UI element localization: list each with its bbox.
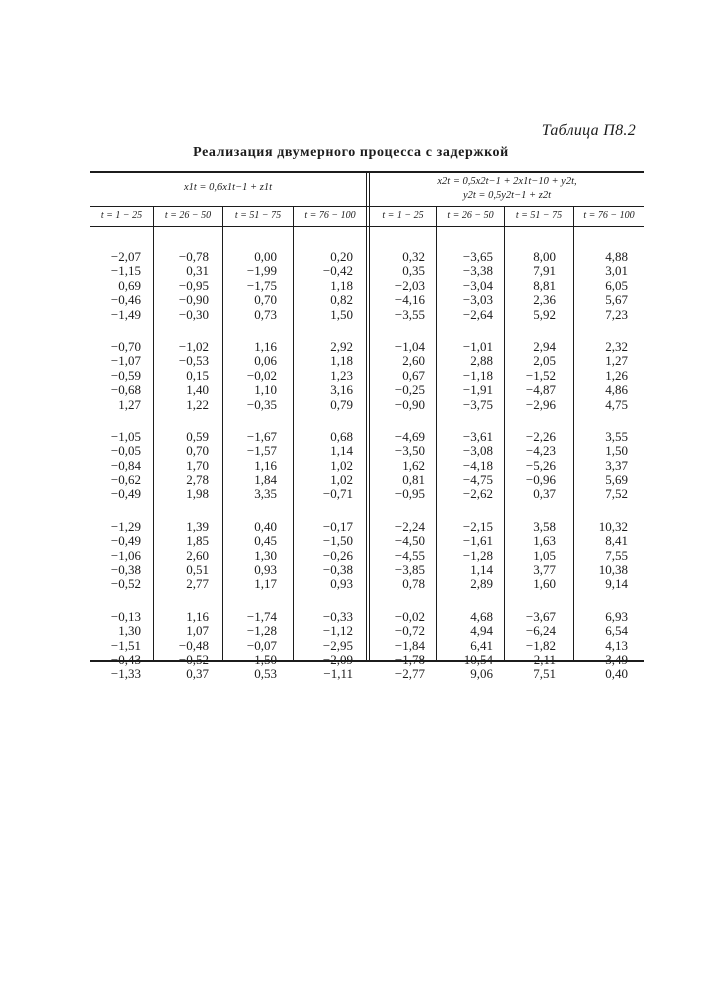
table-cell: −0,42 bbox=[322, 263, 353, 279]
row-group bbox=[290, 610, 353, 682]
table-cell: 1,84 bbox=[254, 472, 277, 488]
table-cell: 0,35 bbox=[402, 263, 425, 279]
table-cell: −2,07 bbox=[110, 249, 141, 264]
table-cell: 2,32 bbox=[605, 338, 628, 354]
table-cell: 1,02 bbox=[330, 472, 353, 488]
table-cell: 0,15 bbox=[186, 367, 209, 383]
row-group bbox=[220, 610, 277, 682]
row-group bbox=[365, 520, 425, 592]
table-cell: 1,18 bbox=[330, 353, 353, 369]
x-column-header: t = 51 − 75 bbox=[234, 210, 282, 221]
table-cell: −2,03 bbox=[394, 277, 425, 293]
y-process-formula-line1: x2t = 0,5x2t−1 + 2x1t−10 + y2t, bbox=[437, 176, 577, 187]
table-cell: 4,86 bbox=[605, 382, 628, 398]
table-cell: −3,75 bbox=[462, 396, 493, 412]
table-cell: 7,91 bbox=[533, 263, 556, 279]
table-cell: −3,08 bbox=[462, 443, 493, 459]
table-cell: 2,78 bbox=[186, 472, 209, 488]
table-cell: 0,79 bbox=[330, 396, 353, 412]
table-cell: −1,05 bbox=[110, 428, 141, 444]
table-cell: −1,15 bbox=[110, 263, 141, 279]
table-cell: 4,88 bbox=[605, 249, 628, 264]
table-cell: 0,70 bbox=[254, 292, 277, 308]
table-cell: −0,90 bbox=[178, 292, 209, 308]
table-cell: 7,55 bbox=[605, 547, 628, 563]
table-cell: 1,39 bbox=[186, 518, 209, 534]
table-cell: −3,38 bbox=[462, 263, 493, 279]
table-cell: −0,96 bbox=[525, 472, 556, 488]
table-cell: 3,58 bbox=[533, 518, 556, 534]
table-cell: 10,38 bbox=[598, 562, 628, 578]
table-cell: 3,55 bbox=[605, 428, 628, 444]
table-cell: 1,30 bbox=[254, 547, 277, 563]
table-cell: −2,62 bbox=[462, 486, 493, 502]
table-cell: −0,71 bbox=[322, 486, 353, 502]
y-column-header: t = 51 − 75 bbox=[515, 210, 563, 221]
table-cell: −4,55 bbox=[394, 547, 425, 563]
table-cell: 0,00 bbox=[254, 249, 277, 264]
table-cell: 3,16 bbox=[330, 382, 353, 398]
table-cell: −1,51 bbox=[110, 637, 141, 653]
table-cell: −4,50 bbox=[394, 533, 425, 549]
table-cell: −2,77 bbox=[394, 666, 425, 682]
table-cell: 2,92 bbox=[330, 338, 353, 354]
table-cell: 0,32 bbox=[402, 249, 425, 264]
table-cell: 0,59 bbox=[186, 428, 209, 444]
table-cell: −5,26 bbox=[525, 457, 556, 473]
table-cell: −0,07 bbox=[246, 637, 277, 653]
row-group bbox=[570, 340, 628, 412]
table-cell: 0,37 bbox=[533, 486, 556, 502]
table-cell: 0,31 bbox=[186, 263, 209, 279]
table-cell: −2,64 bbox=[462, 306, 493, 322]
table-cell: 5,67 bbox=[605, 292, 628, 308]
table-cell: 0,40 bbox=[605, 666, 628, 682]
table-cell: −4,69 bbox=[394, 428, 425, 444]
table-cell: −1,01 bbox=[462, 338, 493, 354]
table-cell: −0,13 bbox=[110, 608, 141, 624]
table-cell: −0,52 bbox=[110, 576, 141, 592]
table-cell: 7,52 bbox=[605, 486, 628, 502]
table-cell: 1,30 bbox=[118, 623, 141, 639]
table-cell: 8,00 bbox=[533, 249, 556, 264]
row-group bbox=[500, 610, 556, 682]
table-cell: −0,46 bbox=[110, 292, 141, 308]
x-process-formula: x1t = 0,6x1t−1 + z1t bbox=[183, 182, 273, 193]
table-cell: −2,96 bbox=[525, 396, 556, 412]
table-cell: 1,10 bbox=[254, 382, 277, 398]
table-cell: 10,54 bbox=[463, 651, 493, 667]
table-cell: 4,75 bbox=[605, 396, 628, 412]
table-cell: 1,40 bbox=[186, 382, 209, 398]
table-cell: −3,61 bbox=[462, 428, 493, 444]
table-cell: −1,29 bbox=[110, 518, 141, 534]
row-group bbox=[220, 520, 277, 592]
table-cell: −4,18 bbox=[462, 457, 493, 473]
table-cell: −0,68 bbox=[110, 382, 141, 398]
table-cell: −1,74 bbox=[246, 608, 277, 624]
table-cell: −1,28 bbox=[246, 623, 277, 639]
table-cell: 1,26 bbox=[605, 367, 628, 383]
row-group bbox=[570, 520, 628, 592]
table-cell: −1,91 bbox=[462, 382, 493, 398]
table-cell: −1,33 bbox=[110, 666, 141, 682]
row-group bbox=[150, 610, 209, 682]
table-cell: 6,41 bbox=[470, 637, 493, 653]
y-process-formula-line2: y2t = 0,5y2t−1 + z2t bbox=[462, 190, 552, 201]
x-values-t76-100 bbox=[290, 230, 353, 682]
table-cell: −1,07 bbox=[110, 353, 141, 369]
table-cell: 2,77 bbox=[186, 576, 209, 592]
table-cell: 8,41 bbox=[605, 533, 628, 549]
table-cell: −0,70 bbox=[110, 338, 141, 354]
table-cell: −0,52 bbox=[178, 651, 209, 667]
table-cell: −4,75 bbox=[462, 472, 493, 488]
table-cell: −0,84 bbox=[110, 457, 141, 473]
table-cell: −1,78 bbox=[394, 651, 425, 667]
table-cell: 9,14 bbox=[605, 576, 628, 592]
table-cell: −1,28 bbox=[462, 547, 493, 563]
table-cell: 9,06 bbox=[470, 666, 493, 682]
table-cell: −3,67 bbox=[525, 608, 556, 624]
table-cell: 6,05 bbox=[605, 277, 628, 293]
row-group bbox=[365, 430, 425, 502]
row-group bbox=[500, 250, 556, 322]
table-cell: 0,45 bbox=[254, 533, 277, 549]
x-values-t26-50 bbox=[150, 230, 209, 682]
row-group bbox=[90, 430, 141, 502]
table-cell: 0,81 bbox=[402, 472, 425, 488]
table-cell: 2,94 bbox=[533, 338, 556, 354]
table-cell: 2,05 bbox=[533, 353, 556, 369]
table-cell: 2,60 bbox=[186, 547, 209, 563]
table-cell: −0,95 bbox=[178, 277, 209, 293]
table-cell: 3,77 bbox=[533, 562, 556, 578]
table-cell: 1,63 bbox=[533, 533, 556, 549]
table-cell: 4,68 bbox=[470, 608, 493, 624]
row-group bbox=[290, 340, 353, 412]
row-group bbox=[90, 250, 141, 322]
table-cell: 3,01 bbox=[605, 263, 628, 279]
table-cell: −3,85 bbox=[394, 562, 425, 578]
table-cell: −0,02 bbox=[246, 367, 277, 383]
y-column-header: t = 26 − 50 bbox=[447, 210, 494, 221]
table-cell: −4,87 bbox=[525, 382, 556, 398]
table-cell: 7,51 bbox=[533, 666, 556, 682]
row-group bbox=[220, 340, 277, 412]
table-cell: 4,94 bbox=[470, 623, 493, 639]
table-cell: 0,70 bbox=[186, 443, 209, 459]
table-cell: −0,26 bbox=[322, 547, 353, 563]
table-cell: −0,05 bbox=[110, 443, 141, 459]
table-cell: −0,02 bbox=[394, 608, 425, 624]
table-cell: −3,50 bbox=[394, 443, 425, 459]
row-group bbox=[432, 430, 493, 502]
table-cell: 0,69 bbox=[118, 277, 141, 293]
table-cell: 0,68 bbox=[330, 428, 353, 444]
table-cell: 2,88 bbox=[470, 353, 493, 369]
table-cell: 1,62 bbox=[402, 457, 425, 473]
table-cell: 1,50 bbox=[254, 651, 277, 667]
row-group bbox=[432, 250, 493, 322]
row-group bbox=[150, 430, 209, 502]
table-cell: −1,06 bbox=[110, 547, 141, 563]
table-cell: −1,18 bbox=[462, 367, 493, 383]
table-cell: 1,16 bbox=[186, 608, 209, 624]
table-cell: −1,50 bbox=[322, 533, 353, 549]
y-column-header: t = 1 − 25 bbox=[382, 210, 424, 221]
table-cell: 0,67 bbox=[402, 367, 425, 383]
table-cell: 1,14 bbox=[470, 562, 493, 578]
row-group bbox=[500, 430, 556, 502]
x-values-t1-25 bbox=[90, 230, 141, 682]
table-cell: 10,32 bbox=[598, 518, 628, 534]
table-cell: 1,05 bbox=[533, 547, 556, 563]
table-cell: 7,23 bbox=[605, 306, 628, 322]
table-cell: −0,78 bbox=[178, 249, 209, 264]
row-group bbox=[432, 340, 493, 412]
y-values-t1-25 bbox=[365, 230, 425, 682]
table-cell: 1,02 bbox=[330, 457, 353, 473]
table-cell: 5,69 bbox=[605, 472, 628, 488]
table-cell: −2,95 bbox=[322, 637, 353, 653]
table-cell: −1,61 bbox=[462, 533, 493, 549]
table-cell: −2,09 bbox=[322, 651, 353, 667]
table-cell: −0,38 bbox=[110, 562, 141, 578]
x-column-header: t = 76 − 100 bbox=[304, 210, 356, 221]
table-cell: −3,04 bbox=[462, 277, 493, 293]
table-cell: −0,90 bbox=[394, 396, 425, 412]
table-title: Реализация двумерного процесса с задержкой bbox=[193, 145, 509, 160]
table-cell: −1,04 bbox=[394, 338, 425, 354]
table-cell: −0,33 bbox=[322, 608, 353, 624]
row-group bbox=[290, 250, 353, 322]
table-cell: −6,24 bbox=[525, 623, 556, 639]
table-cell: −1,99 bbox=[246, 263, 277, 279]
table-cell: −0,43 bbox=[110, 651, 141, 667]
table-cell: 4,13 bbox=[605, 637, 628, 653]
row-group bbox=[290, 520, 353, 592]
row-group bbox=[365, 610, 425, 682]
row-group bbox=[90, 520, 141, 592]
row-group bbox=[500, 520, 556, 592]
table-cell: 1,18 bbox=[330, 277, 353, 293]
table-cell: −0,35 bbox=[246, 396, 277, 412]
table-cell: 2,89 bbox=[470, 576, 493, 592]
table-cell: −0,30 bbox=[178, 306, 209, 322]
table-cell: 1,23 bbox=[330, 367, 353, 383]
table-cell: −0,49 bbox=[110, 486, 141, 502]
table-cell: 1,16 bbox=[254, 457, 277, 473]
table-cell: 0,78 bbox=[402, 576, 425, 592]
table-cell: −3,03 bbox=[462, 292, 493, 308]
table-cell: 3,35 bbox=[254, 486, 277, 502]
table-cell: −1,52 bbox=[525, 367, 556, 383]
row-group bbox=[90, 610, 141, 682]
row-group bbox=[570, 250, 628, 322]
row-group bbox=[570, 430, 628, 502]
table-cell: 1,27 bbox=[118, 396, 141, 412]
table-cell: 1,85 bbox=[186, 533, 209, 549]
table-cell: 1,22 bbox=[186, 396, 209, 412]
table-cell: 6,93 bbox=[605, 608, 628, 624]
row-group bbox=[220, 250, 277, 322]
table-cell: −1,12 bbox=[322, 623, 353, 639]
table-cell: 8,81 bbox=[533, 277, 556, 293]
table-cell: 0,93 bbox=[330, 576, 353, 592]
row-group bbox=[290, 430, 353, 502]
table-cell: 6,54 bbox=[605, 623, 628, 639]
table-cell: −0,25 bbox=[394, 382, 425, 398]
table-cell: 0,93 bbox=[254, 562, 277, 578]
table-label: Таблица П8.2 bbox=[541, 122, 636, 139]
table-cell: −4,23 bbox=[525, 443, 556, 459]
y-column-header: t = 76 − 100 bbox=[583, 210, 635, 221]
table-cell: 0,73 bbox=[254, 306, 277, 322]
table-cell: 2,36 bbox=[533, 292, 556, 308]
x-values-t51-75 bbox=[220, 230, 277, 682]
table-cell: −0,95 bbox=[394, 486, 425, 502]
table-cell: 1,14 bbox=[330, 443, 353, 459]
table-cell: 5,92 bbox=[533, 306, 556, 322]
table-cell: 1,27 bbox=[605, 353, 628, 369]
row-group bbox=[570, 610, 628, 682]
y-values-t76-100 bbox=[570, 230, 628, 682]
row-group bbox=[432, 610, 493, 682]
subheader-divider bbox=[90, 226, 644, 227]
table-cell: 0,82 bbox=[330, 292, 353, 308]
table-cell: −2,26 bbox=[525, 428, 556, 444]
table-cell: −3,55 bbox=[394, 306, 425, 322]
table-cell: −1,11 bbox=[323, 666, 353, 682]
table-cell: −0,17 bbox=[322, 518, 353, 534]
table-cell: −1,02 bbox=[178, 338, 209, 354]
row-group bbox=[150, 250, 209, 322]
row-group bbox=[432, 520, 493, 592]
table-cell: 0,37 bbox=[186, 666, 209, 682]
table-cell: 1,16 bbox=[254, 338, 277, 354]
table-cell: −1,82 bbox=[525, 637, 556, 653]
row-group bbox=[365, 250, 425, 322]
row-group bbox=[500, 340, 556, 412]
x-column-header: t = 26 − 50 bbox=[164, 210, 212, 221]
table-cell: 1,50 bbox=[330, 306, 353, 322]
table-cell: 0,06 bbox=[254, 353, 277, 369]
table-cell: −1,57 bbox=[246, 443, 277, 459]
table-cell: −0,59 bbox=[110, 367, 141, 383]
table-cell: 1,17 bbox=[254, 576, 277, 592]
y-values-t51-75 bbox=[500, 230, 556, 682]
table-cell: 2,60 bbox=[402, 353, 425, 369]
row-group bbox=[150, 520, 209, 592]
table-cell: −0,62 bbox=[110, 472, 141, 488]
table-cell: 1,98 bbox=[186, 486, 209, 502]
table-cell: 3,49 bbox=[605, 651, 628, 667]
table-cell: −2,24 bbox=[394, 518, 425, 534]
table-cell: 0,20 bbox=[330, 249, 353, 264]
table-cell: −0,72 bbox=[394, 623, 425, 639]
y-values-t26-50 bbox=[432, 230, 493, 682]
table-cell: 1,70 bbox=[186, 457, 209, 473]
table-cell: −1,49 bbox=[110, 306, 141, 322]
table-cell: 3,37 bbox=[605, 457, 628, 473]
table-cell: −0,38 bbox=[322, 562, 353, 578]
table-cell: −1,75 bbox=[246, 277, 277, 293]
x-column-header: t = 1 − 25 bbox=[100, 210, 143, 221]
table-cell: 0,53 bbox=[254, 666, 277, 682]
table-cell: −4,16 bbox=[394, 292, 425, 308]
table-cell: −3,65 bbox=[462, 249, 493, 264]
table-cell: 2,11 bbox=[533, 651, 556, 667]
top-rule bbox=[90, 171, 644, 173]
table-cell: −2,15 bbox=[462, 518, 493, 534]
table-cell: −0,53 bbox=[178, 353, 209, 369]
table-cell: −1,67 bbox=[246, 428, 277, 444]
row-group bbox=[365, 340, 425, 412]
row-group bbox=[90, 340, 141, 412]
row-group bbox=[150, 340, 209, 412]
table-cell: 1,07 bbox=[186, 623, 209, 639]
table-cell: −1,84 bbox=[394, 637, 425, 653]
table-cell: 0,51 bbox=[186, 562, 209, 578]
table-cell: 1,50 bbox=[605, 443, 628, 459]
table-cell: 1,60 bbox=[533, 576, 556, 592]
table-cell: −0,49 bbox=[110, 533, 141, 549]
table-cell: −0,48 bbox=[178, 637, 209, 653]
row-group bbox=[220, 430, 277, 502]
table-cell: 0,40 bbox=[254, 518, 277, 534]
